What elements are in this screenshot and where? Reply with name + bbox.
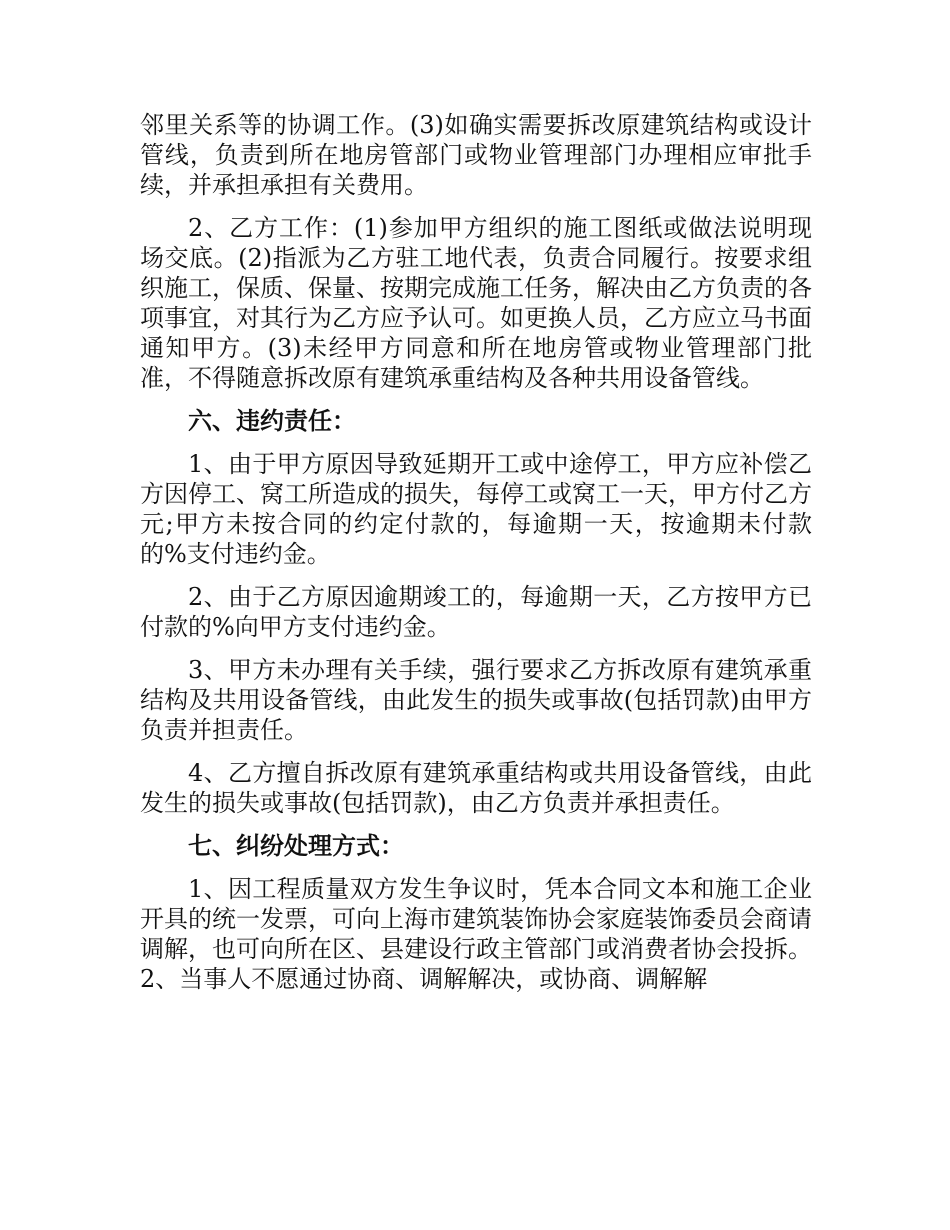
paragraph-party-b-duties: 2、乙方工作：(1)参加甲方组织的施工图纸或做法说明现场交底。(2)指派为乙方驻工地代表，负责合同履行。按要求组织施工，保质、保量、按期完成施工任务，解决由乙方负责的各项事宜，对其行为乙方应予认可。如更换人员，乙方应立马书面通知甲方。(3)未经甲方同意和所在地房管或物业管理部门批准，不得随意拆改原有建筑承重结构及各种共用设备管线。 (140, 214, 812, 392)
paragraph-breach-1: 1、由于甲方原因导致延期开工或中途停工，甲方应补偿乙方因停工、窝工所造成的损失，每停工或窝工一天，甲方付乙方元;甲方未按合同的约定付款的，每逾期一天，按逾期未付款的%支付违约金。 (140, 450, 812, 568)
paragraph-breach-3: 3、甲方未办理有关手续，强行要求乙方拆改原有建筑承重结构及共用设备管线，由此发生的损失或事故(包括罚款)由甲方负责并担责任。 (140, 656, 812, 744)
paragraph-continuation: 邻里关系等的协调工作。(3)如确实需要拆改原建筑结构或设计管线，负责到所在地房管部门或物业管理部门办理相应审批手续，并承担承担有关费用。 (140, 111, 812, 199)
paragraph-breach-4: 4、乙方擅自拆改原有建筑承重结构或共用设备管线，由此发生的损失或事故(包括罚款)，由乙方负责并承担责任。 (140, 759, 812, 817)
document-body (140, 110, 812, 1007)
section-heading-breach-liability: 六、违约责任： (188, 407, 356, 435)
section-heading-dispute-resolution: 七、纠纷处理方式： (188, 832, 404, 860)
paragraph-dispute-1: 1、因工程质量双方发生争议时，凭本合同文本和施工企业开具的统一发票，可向上海市建筑装饰协会家庭装饰委员会商请调解，也可向所在区、县建设行政主管部门或消费者协会投拆。2、当事人不愿通过协商、调解解决，或协商、调解解 (140, 875, 812, 993)
paragraph-breach-2: 2、由于乙方原因逾期竣工的，每逾期一天，乙方按甲方已付款的%向甲方支付违约金。 (140, 583, 812, 641)
